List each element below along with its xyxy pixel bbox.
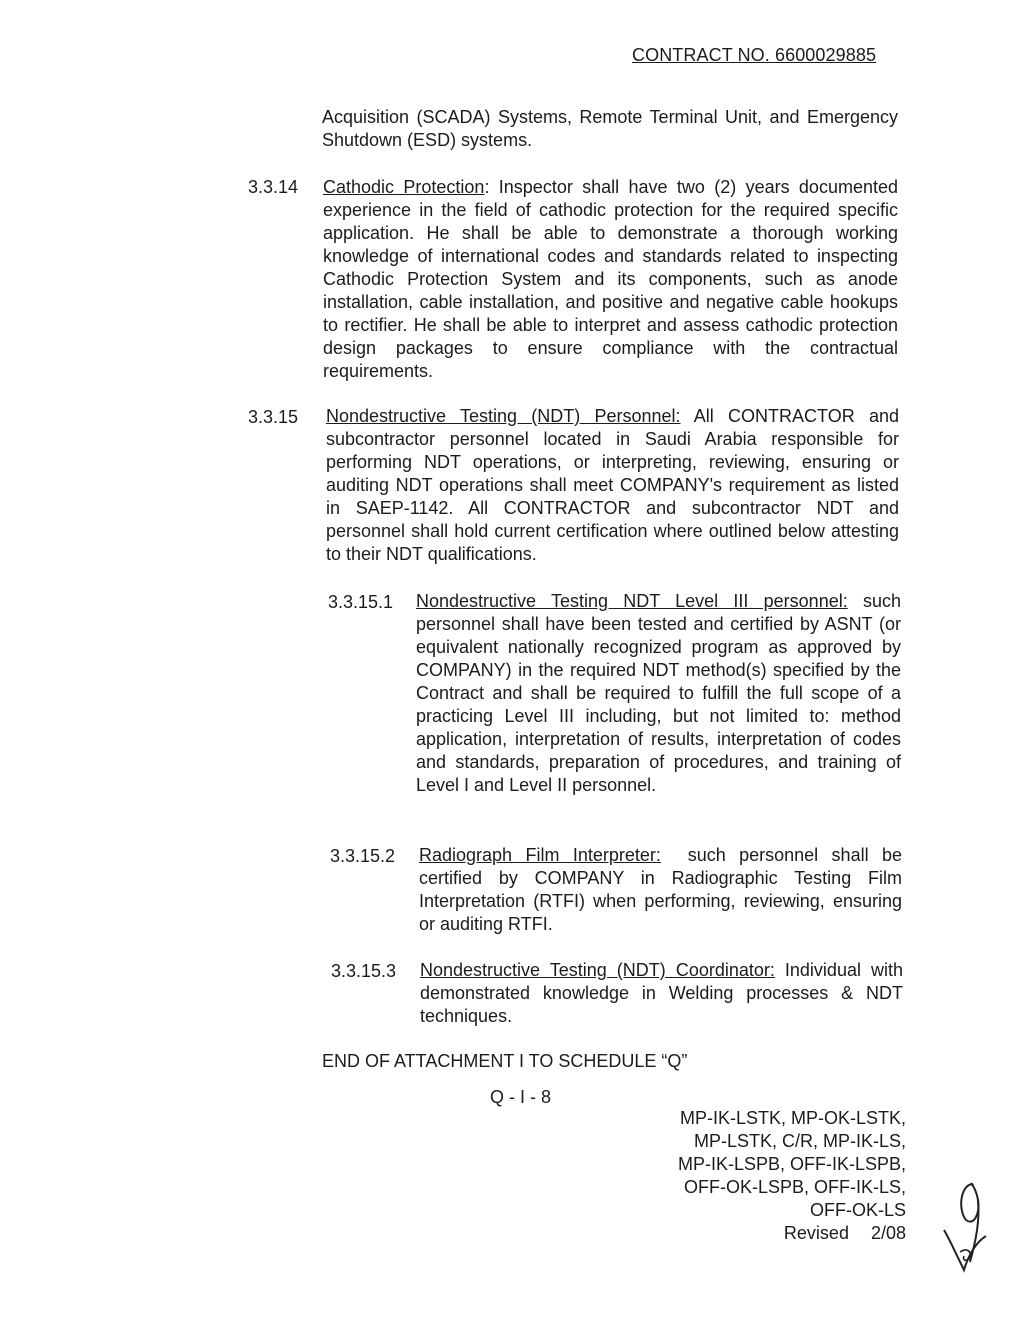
section-text: All CONTRACTOR and subcontractor personnel located in Saudi Arabia responsible for performing NDT operations, or interpreting, reviewing, ensuring or auditing NDT operations shall meet COMPANY's requirement as listed in SAEP-1142. All CONTRACTOR and subcontractor NDT and personnel shall hold current certification where outlined below attesting to their NDT qualifications. (326, 406, 899, 564)
subsection-text: such personnel shall be certified by COMPANY in Radiographic Testing Film Interpretation (RTFI) when performing, reviewing, ensuring or auditing RTFI. (419, 845, 902, 934)
subsection-title: Radiograph Film Interpreter: (419, 845, 661, 865)
end-of-attachment: END OF ATTACHMENT I TO SCHEDULE “Q” (322, 1051, 688, 1071)
subsection-3-3-15-3 (420, 959, 903, 1028)
section-title: Cathodic Protection (323, 177, 485, 197)
code-line: MP-LSTK, C/R, MP-IK-LS, (693, 1131, 906, 1151)
subsection-title: Nondestructive Testing NDT Level III personnel: (416, 591, 848, 611)
section-3-3-15 (326, 405, 899, 566)
code-line: OFF-OK-LS (809, 1200, 906, 1220)
subsection-3-3-15-1 (416, 590, 901, 797)
subsection-number: 3.3.15.2 (330, 846, 396, 866)
document-codes (606, 1107, 906, 1245)
contract-number: CONTRACT NO. 6600029885 (632, 45, 877, 65)
subsection-title: Nondestructive Testing (NDT) Coordinator: (420, 960, 775, 980)
revised-label: Revised (783, 1223, 849, 1243)
section-text: Inspector shall have two (2) years documented experience in the field of cathodic protection for the required specific application. He shall be able to demonstrate a thorough working knowledge of international codes and standards related to inspecting Cathodic Protection System and its components, such as anode installation, cable installation, and positive and negative cable hookups to rectifier. He shall be able to interpret and assess cathodic protection design packages to ensure compliance with the contractual requirements. (323, 177, 898, 381)
section-number: 3.3.15 (248, 407, 299, 427)
subsection-3-3-15-2 (419, 844, 902, 936)
section-title: Nondestructive Testing (NDT) Personnel: (326, 406, 681, 426)
subsection-number: 3.3.15.3 (331, 961, 397, 981)
revised-date: 2/08 (870, 1223, 906, 1243)
handwritten-initials-signature (936, 1170, 1006, 1280)
code-line: MP-IK-LSPB, OFF-IK-LSPB, (677, 1154, 906, 1174)
code-line: OFF-OK-LSPB, OFF-IK-LS, (683, 1177, 906, 1197)
intro-paragraph: Acquisition (SCADA) Systems, Remote Terminal Unit, and Emergency Shutdown (ESD) systems. (322, 107, 898, 150)
revision-line (606, 1222, 906, 1245)
section-number: 3.3.14 (248, 177, 299, 197)
code-line: MP-IK-LSTK, MP-OK-LSTK, (679, 1108, 906, 1128)
subsection-text: Individual with demonstrated knowledge in Welding processes & NDT techniques. (420, 960, 903, 1026)
section-3-3-14: Cathodic Protection: Inspector shall have two (2) years documented experience in the field of cathodic protection for the required specific application. He shall be able to demonstrate a thorough working knowledge of international codes and standards related to inspecting Cathodic Protection System and its components, such as anode installation, cable installation, and positive and negative cable hookups to rectifier. He shall be able to interpret and assess cathodic protection design packages to ensure compliance with the contractual requirements. (323, 177, 898, 381)
page-number: Q - I - 8 (490, 1087, 552, 1107)
subsection-number: 3.3.15.1 (328, 592, 394, 612)
subsection-text: such personnel shall have been tested and certified by ASNT (or equivalent nationally recognized program as approved by COMPANY) in the required NDT method(s) specified by the Contract and shall be required to fulfill the full scope of a practicing Level III including, but not limited to: method application, interpretation of results, interpretation of codes and standards, preparation of procedures, and training of Level I and Level II personnel. (416, 591, 901, 795)
